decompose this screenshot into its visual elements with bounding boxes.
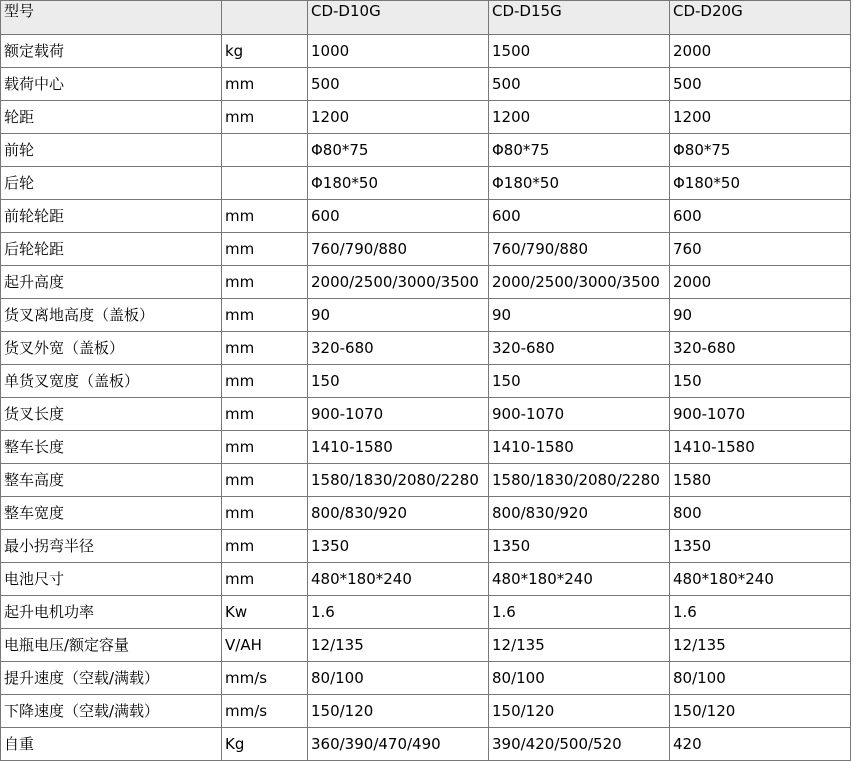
param-name-cell: 单货叉宽度（盖板）: [1, 365, 222, 398]
param-name-cell: 整车高度: [1, 464, 222, 497]
value-cell-3: 150: [670, 365, 851, 398]
value-cell-3: 1410-1580: [670, 431, 851, 464]
header-unit: [222, 1, 308, 35]
value-cell-3: 800: [670, 497, 851, 530]
unit-cell: mm: [222, 299, 308, 332]
unit-cell: mm: [222, 365, 308, 398]
value-cell-1: 1200: [308, 101, 489, 134]
unit-cell: mm: [222, 530, 308, 563]
table-row: [1, 299, 851, 332]
value-cell-1: 760/790/880: [308, 233, 489, 266]
value-cell-2: 1200: [489, 101, 670, 134]
value-cell-3: 1350: [670, 530, 851, 563]
unit-cell: [222, 167, 308, 200]
value-cell-1: 90: [308, 299, 489, 332]
value-cell-2: 2000/2500/3000/3500: [489, 266, 670, 299]
param-name-cell: 载荷中心: [1, 68, 222, 101]
value-cell-2: 1.6: [489, 596, 670, 629]
value-cell-3: 1.6: [670, 596, 851, 629]
table-row: [1, 695, 851, 728]
value-cell-2: 500: [489, 68, 670, 101]
table-row: [1, 167, 851, 200]
table-row: [1, 134, 851, 167]
unit-cell: Kw: [222, 596, 308, 629]
value-cell-2: 12/135: [489, 629, 670, 662]
value-cell-3: 2000: [670, 266, 851, 299]
param-name-cell: 提升速度（空载/满载）: [1, 662, 222, 695]
value-cell-1: 1410-1580: [308, 431, 489, 464]
table-row: [1, 101, 851, 134]
table-row: [1, 530, 851, 563]
table-row: [1, 35, 851, 68]
value-cell-2: 600: [489, 200, 670, 233]
table-row: [1, 431, 851, 464]
table-row: [1, 596, 851, 629]
value-cell-2: 150/120: [489, 695, 670, 728]
value-cell-3: 480*180*240: [670, 563, 851, 596]
header-row: [1, 1, 851, 35]
unit-cell: mm: [222, 497, 308, 530]
param-name-cell: 货叉长度: [1, 398, 222, 431]
value-cell-2: 1410-1580: [489, 431, 670, 464]
table-row: [1, 662, 851, 695]
value-cell-3: 1200: [670, 101, 851, 134]
param-name-cell: 起升高度: [1, 266, 222, 299]
value-cell-1: 2000/2500/3000/3500: [308, 266, 489, 299]
value-cell-2: 1580/1830/2080/2280: [489, 464, 670, 497]
value-cell-2: 800/830/920: [489, 497, 670, 530]
value-cell-3: 500: [670, 68, 851, 101]
value-cell-2: Φ80*75: [489, 134, 670, 167]
param-name-cell: 后轮轮距: [1, 233, 222, 266]
value-cell-3: 420: [670, 728, 851, 761]
value-cell-2: 390/420/500/520: [489, 728, 670, 761]
value-cell-3: Φ80*75: [670, 134, 851, 167]
table-row: [1, 398, 851, 431]
table-row: [1, 365, 851, 398]
value-cell-1: 500: [308, 68, 489, 101]
value-cell-3: 900-1070: [670, 398, 851, 431]
value-cell-3: 760: [670, 233, 851, 266]
value-cell-3: 320-680: [670, 332, 851, 365]
value-cell-3: Φ180*50: [670, 167, 851, 200]
table-row: [1, 563, 851, 596]
value-cell-1: 360/390/470/490: [308, 728, 489, 761]
unit-cell: mm: [222, 398, 308, 431]
value-cell-1: 480*180*240: [308, 563, 489, 596]
unit-cell: mm/s: [222, 695, 308, 728]
value-cell-3: 150/120: [670, 695, 851, 728]
param-name-cell: 货叉外宽（盖板）: [1, 332, 222, 365]
unit-cell: mm: [222, 101, 308, 134]
param-name-cell: 起升电机功率: [1, 596, 222, 629]
value-cell-3: 90: [670, 299, 851, 332]
table-row: [1, 233, 851, 266]
value-cell-2: 1500: [489, 35, 670, 68]
value-cell-2: 80/100: [489, 662, 670, 695]
param-name-cell: 电池尺寸: [1, 563, 222, 596]
unit-cell: mm: [222, 200, 308, 233]
param-name-cell: 电瓶电压/额定容量: [1, 629, 222, 662]
value-cell-1: 1.6: [308, 596, 489, 629]
table-row: [1, 464, 851, 497]
table-row: [1, 497, 851, 530]
value-cell-2: 900-1070: [489, 398, 670, 431]
table-row: [1, 266, 851, 299]
value-cell-1: 1580/1830/2080/2280: [308, 464, 489, 497]
value-cell-1: Φ80*75: [308, 134, 489, 167]
value-cell-1: 1000: [308, 35, 489, 68]
table-row: [1, 728, 851, 761]
param-name-cell: 货叉离地高度（盖板）: [1, 299, 222, 332]
value-cell-1: 320-680: [308, 332, 489, 365]
value-cell-1: 600: [308, 200, 489, 233]
value-cell-3: 2000: [670, 35, 851, 68]
unit-cell: Kg: [222, 728, 308, 761]
value-cell-3: 600: [670, 200, 851, 233]
unit-cell: mm/s: [222, 662, 308, 695]
param-name-cell: 前轮轮距: [1, 200, 222, 233]
value-cell-3: 12/135: [670, 629, 851, 662]
unit-cell: mm: [222, 332, 308, 365]
header-model-3: CD-D20G: [670, 1, 851, 35]
value-cell-2: Φ180*50: [489, 167, 670, 200]
unit-cell: [222, 134, 308, 167]
value-cell-1: 80/100: [308, 662, 489, 695]
param-name-cell: 整车宽度: [1, 497, 222, 530]
value-cell-1: 150/120: [308, 695, 489, 728]
value-cell-1: 1350: [308, 530, 489, 563]
unit-cell: kg: [222, 35, 308, 68]
param-name-cell: 前轮: [1, 134, 222, 167]
value-cell-3: 80/100: [670, 662, 851, 695]
unit-cell: mm: [222, 233, 308, 266]
param-name-cell: 后轮: [1, 167, 222, 200]
value-cell-1: 150: [308, 365, 489, 398]
param-name-cell: 下降速度（空载/满载）: [1, 695, 222, 728]
unit-cell: mm: [222, 68, 308, 101]
param-name-cell: 整车长度: [1, 431, 222, 464]
unit-cell: mm: [222, 431, 308, 464]
param-name-cell: 额定载荷: [1, 35, 222, 68]
table-row: [1, 629, 851, 662]
unit-cell: mm: [222, 563, 308, 596]
value-cell-2: 1350: [489, 530, 670, 563]
value-cell-2: 480*180*240: [489, 563, 670, 596]
value-cell-3: 1580: [670, 464, 851, 497]
value-cell-2: 150: [489, 365, 670, 398]
param-name-cell: 最小拐弯半径: [1, 530, 222, 563]
table-row: [1, 332, 851, 365]
header-label: 型号: [1, 1, 222, 35]
value-cell-2: 760/790/880: [489, 233, 670, 266]
value-cell-1: Φ180*50: [308, 167, 489, 200]
param-name-cell: 自重: [1, 728, 222, 761]
value-cell-2: 90: [489, 299, 670, 332]
table-row: [1, 200, 851, 233]
unit-cell: mm: [222, 464, 308, 497]
value-cell-1: 900-1070: [308, 398, 489, 431]
value-cell-1: 800/830/920: [308, 497, 489, 530]
header-model-2: CD-D15G: [489, 1, 670, 35]
unit-cell: mm: [222, 266, 308, 299]
spec-table-body: [1, 1, 851, 761]
param-name-cell: 轮距: [1, 101, 222, 134]
table-row: [1, 68, 851, 101]
value-cell-1: 12/135: [308, 629, 489, 662]
value-cell-2: 320-680: [489, 332, 670, 365]
header-model-1: CD-D10G: [308, 1, 489, 35]
unit-cell: V/AH: [222, 629, 308, 662]
